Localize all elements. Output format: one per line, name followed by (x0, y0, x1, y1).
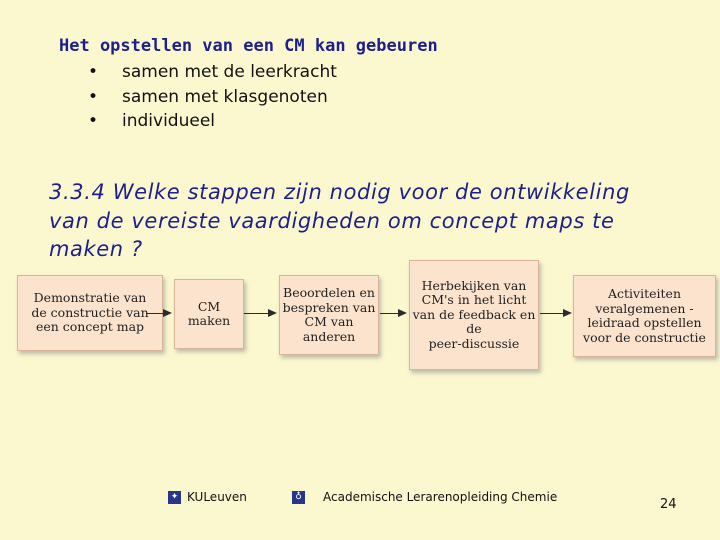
flow-arrow (540, 313, 570, 314)
flow-arrow (146, 313, 170, 314)
footer-kuleuven (168, 490, 247, 504)
flow-arrow (380, 313, 405, 314)
bullet-dot: • (88, 62, 99, 82)
bullet-text: individueel (122, 111, 216, 131)
flow-arrow (244, 313, 275, 314)
footer-academische (292, 490, 557, 504)
kuleuven-logo-icon: ✦ (168, 491, 181, 504)
bullet-text: samen met de leerkracht (122, 62, 337, 82)
flow-step-demonstration: Demonstratie van de constructie van een concept map (17, 275, 163, 351)
flow-step-cm-maken: CM maken (174, 279, 244, 349)
footer-right-text: Academische Lerarenopleiding Chemie (323, 490, 558, 504)
academische-lerarenopleiding-logo-icon: ♁ (292, 491, 305, 504)
flow-step-beoordelen: Beoordelen en bespreken van CM van anderen (279, 275, 379, 355)
list-item (88, 60, 337, 85)
list-item (88, 109, 337, 134)
page-number: 24 (660, 497, 677, 512)
bullet-dot: • (88, 111, 99, 131)
bullet-list (88, 60, 337, 134)
section-question: 3.3.4 Welke stappen zijn nodig voor de ontwikkeling van de vereiste vaardigheden om concept maps te maken ? (49, 180, 630, 261)
flow-step-activiteiten: Activiteiten veralgemenen - leidraad opstellen voor de constructie (573, 275, 716, 357)
flow-diagram (0, 255, 720, 375)
list-item (88, 85, 337, 110)
flow-step-herbekijken: Herbekijken van CM's in het licht van de feedback en de peer-discussie (409, 260, 539, 370)
footer-left-text: KULeuven (187, 490, 247, 504)
bullet-dot: • (88, 86, 99, 107)
slide-heading: Het opstellen van een CM kan gebeuren (59, 36, 438, 56)
bullet-text: samen met klasgenoten (122, 86, 328, 107)
